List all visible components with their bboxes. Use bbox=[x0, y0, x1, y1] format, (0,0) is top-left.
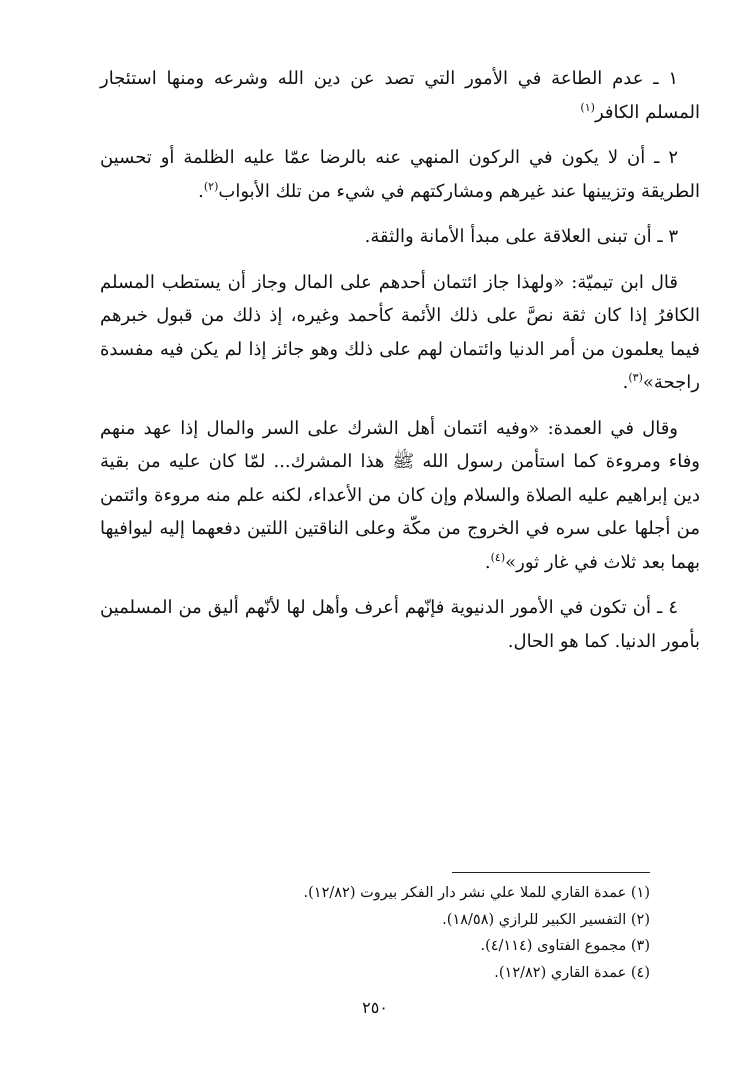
footnote-ref-1: (١) bbox=[580, 100, 595, 114]
paragraph-text: ٣ ـ أن تبنى العلاقة على مبدأ الأمانة والثقة. bbox=[364, 226, 678, 247]
footnote-ref-2: (٢) bbox=[203, 179, 219, 193]
footnote-ref-4: (٤) bbox=[490, 550, 506, 564]
paragraph-text: ٢ ـ أن لا يكون في الركون المنهي عنه بالرضا عمّا عليه الظلمة أو تحسين الطريقة وتزيينها عند غيرهم ومشاركتهم في شيء من تلك الأبواب bbox=[100, 147, 700, 202]
footnotes bbox=[240, 880, 650, 986]
footnote-3: (٣) مجموع الفتاوى (٤/١١٤). bbox=[480, 938, 650, 954]
paragraph-point-1 bbox=[100, 62, 700, 129]
footnote-1: (١) عمدة القاري للملا علي نشر دار الفكر بيروت (١٢/٨٢). bbox=[303, 885, 650, 901]
paragraph-text: ١ ـ عدم الطاعة في الأمور التي تصد عن دين الله وشرعه ومنها استئجار المسلم الكافر bbox=[100, 68, 700, 123]
paragraph-point-4 bbox=[100, 591, 700, 658]
paragraph-text: قال ابن تيميّة: «ولهذا جاز ائتمان أحدهم على المال وجاز أن يستطب المسلم الكافرُ إذا كان ثقة نصَّ على ذلك الأئمة كأحمد وغيره، إذ ذلك من قبول خبرهم فيما يعلمون من أمر الدنيا وائتمان لهم على ذلك وهو جائز إذا لم يكن فيه مفسدة راجحة» bbox=[100, 271, 700, 393]
paragraph-ibn-taymiyya-quote: قال ابن تيميّة: «ولهذا جاز ائتمان أحدهم على المال وجاز أن يستطب المسلم الكافرُ إذا كان ثقة نصَّ على ذلك الأئمة كأحمد وغيره، إذ ذلك من قبول خبرهم فيما يعلمون من أمر الدنيا وائتمان لهم على ذلك وهو جائز إذا لم يكن فيه مفسدة راجحة»$^{(٣)}$. bbox=[100, 271, 700, 393]
paragraph-text: ٤ ـ أن تكون في الأمور الدنيوية فإنّهم أعرف وأهل لها لأنّهم أليق من المسلمين بأمور الدنيا. كما هو الحال. bbox=[100, 597, 700, 652]
footnote-2: (٢) التفسير الكبير للرازي (١٨/٥٨). bbox=[442, 911, 650, 928]
paragraph-text: وقال في العمدة: «وفيه ائتمان أهل الشرك على السر والمال إذا عهد منهم وفاء ومروءة كما استأمن رسول الله ﷺ هذا المشرك... لمّا كان عليه من بقية دين إبراهيم عليه الصلاة والسلام وإن كان من الأعداء، لكنه علم منه مروءة وائتمن من أجلها على سره في الخروج من مكّة وعلى الناقتين اللتين دفعهما إليه ليوافيها بهما بعد ثلاث في غار ثور» bbox=[100, 417, 700, 573]
main-text bbox=[100, 62, 700, 670]
paragraph-umda-quote: وقال في العمدة: «وفيه ائتمان أهل الشرك على السر والمال إذا عهد منهم وفاء ومروءة كما استأمن رسول الله ﷺ هذا المشرك... لمّا كان عليه من بقية دين إبراهيم عليه الصلاة والسلام وإن كان من الأعداء، لكنه علم منه مروءة وائتمن من أجلها على سره في الخروج من مكّة وعلى الناقتين اللتين دفعهما إليه ليوافيها بهما بعد ثلاث في غار ثور»$^{(٤)}$. bbox=[100, 417, 700, 573]
footnote-separator bbox=[452, 872, 650, 873]
paragraph-point-3 bbox=[100, 220, 700, 254]
footnote-ref-3: (٣) bbox=[628, 371, 643, 384]
page-number: ٢٥٠ bbox=[362, 998, 388, 1017]
footnote-4: (٤) عمدة القاري (١٢/٨٢). bbox=[494, 964, 650, 981]
paragraph-point-2: ٢ ـ أن لا يكون في الركون المنهي عنه بالرضا عمّا عليه الظلمة أو تحسين الطريقة وتزيينها عند غيرهم ومشاركتهم في شيء من تلك الأبواب$^{(٢)}$. bbox=[100, 147, 700, 202]
